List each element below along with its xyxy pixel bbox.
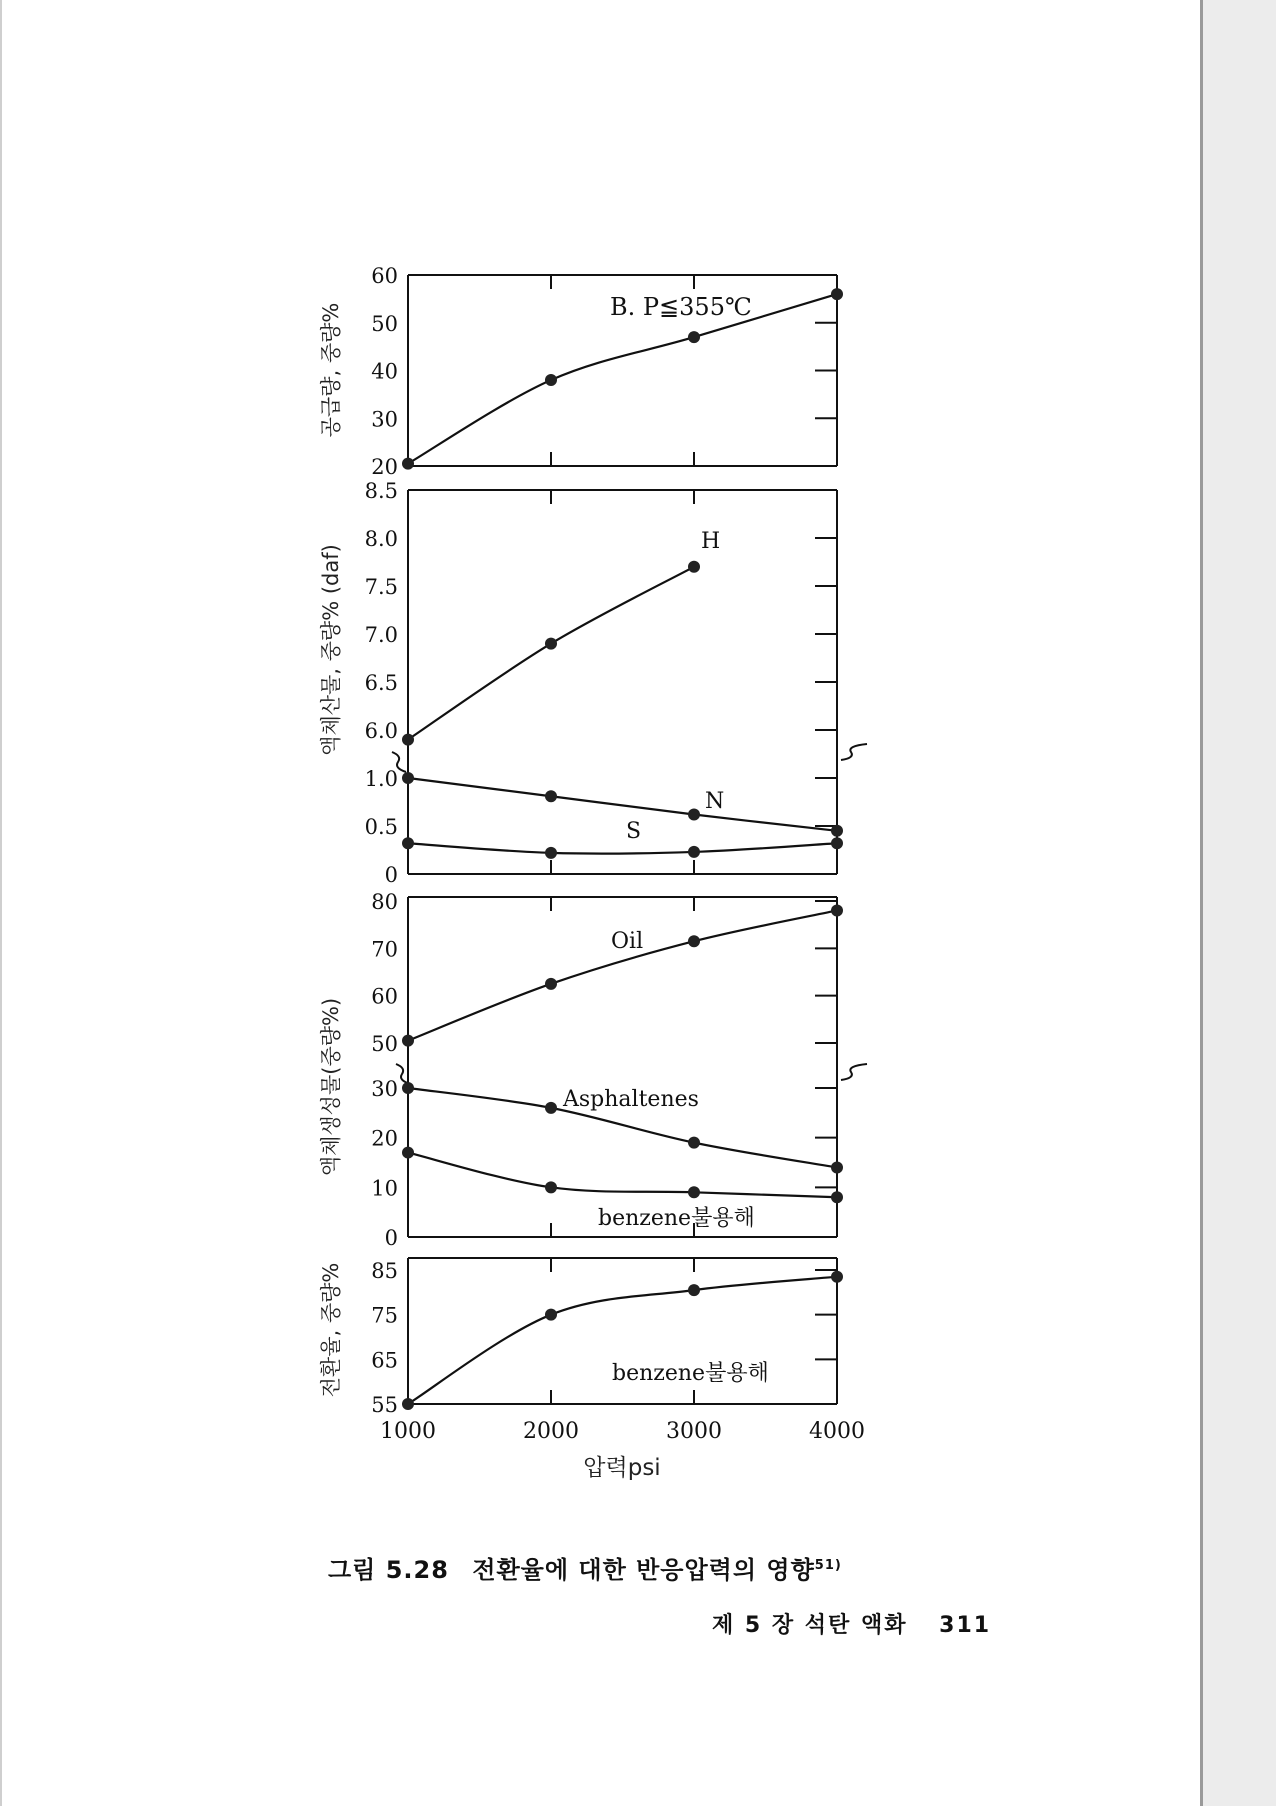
panel2-series-s-point-0 [402,837,414,849]
panel3-series-asphaltenes-point-1 [545,1102,557,1114]
panel2-upper-ytick-label-5: 8.5 [364,479,398,503]
panel2-lower-ytick-label-0: 0 [384,863,398,887]
panel1-ytick-label-0: 20 [371,455,398,479]
panel4-ytick-label-3: 85 [371,1259,398,1283]
panel2-series-s-point-2 [688,846,700,858]
panel3-series-benzene-label: benzene불용해 [598,1206,755,1231]
panel1-series-bp-point-0 [402,458,414,470]
panel1-series-bp-label: B. P≦355℃ [610,293,752,321]
panel1-series-bp-point-3 [831,288,843,300]
panel3-series-benzene-point-1 [545,1181,557,1193]
panel3-break-right [841,1064,867,1080]
panel3-series-asphaltenes-point-2 [688,1137,700,1149]
panel4-ytick-label-0: 55 [371,1393,398,1417]
panel2-series-s-point-1 [545,847,557,859]
panel3-lower-ytick-label-0: 0 [384,1226,398,1250]
panel2-lower-ytick-label-2: 1.0 [364,767,398,791]
panel2-series-n-line [408,778,837,831]
panel3-series-oil-label: Oil [611,929,644,954]
panel3-upper-ytick-label-3: 80 [371,890,398,914]
panel2-series-h-line [408,567,694,740]
panel1-ytick-label-4: 60 [371,264,398,288]
panel2-series-s-label: S [626,819,642,844]
panel4-ytick-label-1: 65 [371,1348,398,1373]
panel4-series-benzene-label: benzene불용해 [612,1361,769,1386]
panel2-ylabel: 액체산물, 중량% (daf) [319,544,343,756]
panel4-xtick-label-3: 4000 [809,1419,865,1444]
panel1-ytick-label-2: 40 [371,359,398,384]
panel3-lower-ytick-label-2: 20 [371,1126,398,1151]
panel2-upper-ytick-label-3: 7.5 [364,575,398,599]
figure-caption [328,1550,842,1585]
panel4-ylabel: 전환율, 중량% [319,1262,343,1398]
panel3-upper-ytick-label-1: 60 [371,984,398,1009]
panel2-upper-ytick-label-2: 7.0 [364,623,398,647]
figure [2,0,1202,1530]
panel1-ytick-label-1: 30 [371,407,398,432]
panel4-xlabel: 압력psi [583,1455,661,1481]
panel4-series-benzene-point-2 [688,1284,700,1296]
panel4-xtick-label-2: 3000 [666,1419,722,1444]
panel3-upper-ytick-label-0: 50 [371,1032,398,1056]
panel4-series-benzene-point-3 [831,1271,843,1283]
panel4-series-benzene-point-0 [402,1398,414,1410]
panel2-series-n-point-0 [402,772,414,784]
panel3-series-oil-point-2 [688,935,700,947]
running-head [712,1608,991,1639]
page-number: 311 [939,1613,992,1638]
panel4-xtick-label-1: 2000 [523,1419,579,1444]
caption-text: 전환율에 대한 반응압력의 영향 [472,1556,815,1584]
panel2-series-h-point-2 [688,561,700,573]
panel3-series-benzene-point-3 [831,1191,843,1203]
caption-label: 그림 5.28 [328,1556,449,1584]
panel1-ytick-label-3: 50 [371,311,398,336]
panel3-series-oil-point-0 [402,1035,414,1047]
panel2-series-h-point-0 [402,734,414,746]
panel2-series-h-label: H [701,529,721,554]
panel2-series-s-line [408,843,837,853]
panel1-ylabel: 공급량, 중량% [319,302,343,438]
panel3-ylabel: 액체생성물(중량%) [319,997,343,1177]
panel3-series-benzene-point-2 [688,1186,700,1198]
panel2-upper-ytick-label-0: 6.0 [364,719,398,743]
panel2-series-h-point-1 [545,638,557,650]
panel3-series-benzene-line [408,1153,837,1198]
panel2-upper-ytick-label-1: 6.5 [364,671,398,695]
panel2-series-n-label: N [705,789,725,814]
panel2-upper-ytick-label-4: 8.0 [364,527,398,551]
caption-ref: 51) [814,1558,842,1573]
panel1-series-bp-point-1 [545,374,557,386]
panel3-lower-ytick-label-1: 10 [371,1176,398,1201]
panel2-break-right [841,744,867,760]
panel4-ytick-label-2: 75 [371,1303,398,1328]
panel3-upper-ytick-label-2: 70 [371,937,398,962]
panel2-series-n-point-2 [688,808,700,820]
panel4-xtick-label-0: 1000 [380,1419,436,1444]
panel2-series-s-point-3 [831,837,843,849]
panel2-lower-ytick-label-1: 0.5 [364,815,398,839]
panel3-series-asphaltenes-point-0 [402,1082,414,1094]
chapter-title: 제 5 장 석탄 액화 [712,1613,908,1638]
panel2-series-n-point-3 [831,825,843,837]
panel3-series-asphaltenes-point-3 [831,1161,843,1173]
panel3-series-benzene-point-0 [402,1147,414,1159]
panel1-series-bp-point-2 [688,331,700,343]
panel3-series-oil-point-3 [831,904,843,916]
panel3-series-oil-point-1 [545,978,557,990]
panel3-lower-ytick-label-3: 30 [371,1077,398,1101]
panel2-series-n-point-1 [545,790,557,802]
panel4-series-benzene-point-1 [545,1309,557,1321]
panel3-series-asphaltenes-label: Asphaltenes [563,1087,699,1112]
